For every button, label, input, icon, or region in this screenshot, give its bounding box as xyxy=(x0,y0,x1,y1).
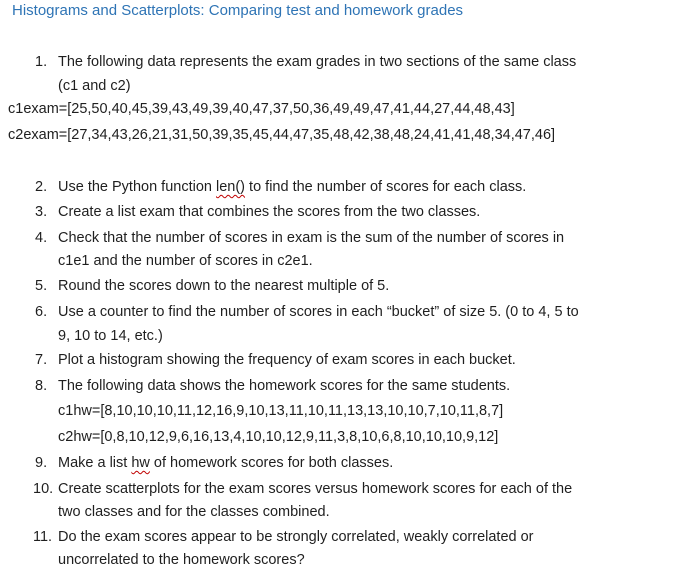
item-10-number: 10. xyxy=(33,481,54,497)
item-6-number: 6. xyxy=(35,304,48,320)
item-5-line-1: Round the scores down to the nearest multiple of 5. xyxy=(58,278,390,294)
item-4-line-1: Check that the number of scores in exam is the sum of the number of scores in xyxy=(58,230,565,246)
item-7-line-1: Plot a histogram showing the frequency of exam scores in each bucket. xyxy=(58,352,516,368)
item-3-line-1: Create a list exam that combines the scores from the two classes. xyxy=(58,204,481,220)
item-9-text-b: of homework scores for both classes. xyxy=(149,455,394,471)
item-2-code-len: len() xyxy=(216,179,246,195)
item-11-line-1: Do the exam scores appear to be strongly correlated, weakly correlated or xyxy=(58,529,534,545)
item-10-line-2: two classes and for the classes combined. xyxy=(58,504,330,520)
item-2-number: 2. xyxy=(35,179,48,195)
item-7-number: 7. xyxy=(35,352,48,368)
c2exam-data: c2exam=[27,34,43,26,21,31,50,39,35,45,44,47,35,48,42,38,48,24,41,41,48,34,47,46] xyxy=(8,127,556,143)
item-3-number: 3. xyxy=(35,204,48,220)
item-5-number: 5. xyxy=(35,278,48,294)
item-9-number: 9. xyxy=(35,455,48,471)
item-6-line-2: 9, 10 to 14, etc.) xyxy=(58,328,163,344)
item-4-number: 4. xyxy=(35,230,48,246)
c1exam-data: c1exam=[25,50,40,45,39,43,49,39,40,47,37,50,36,49,49,47,41,44,27,44,48,43] xyxy=(8,101,515,117)
item-8-line-1: The following data shows the homework scores for the same students. xyxy=(58,378,511,394)
item-9-text-a: Make a list xyxy=(58,455,132,471)
item-8-number: 8. xyxy=(35,378,48,394)
item-2-text xyxy=(58,178,526,196)
item-2-text-b: to find the number of scores for each class. xyxy=(245,179,527,195)
item-1-number: 1. xyxy=(35,54,48,70)
item-6-line-1: Use a counter to find the number of scores in each “bucket” of size 5. (0 to 4, 5 to xyxy=(58,304,579,320)
page-title: Histograms and Scatterplots: Comparing test and homework grades xyxy=(12,2,464,19)
item-9-code-hw: hw xyxy=(131,455,150,471)
item-11-number: 11. xyxy=(33,529,53,545)
item-2-text-a: Use the Python function xyxy=(58,179,216,195)
c1hw-data: c1hw=[8,10,10,10,11,12,16,9,10,13,11,10,11,13,13,10,10,7,10,11,8,7] xyxy=(58,403,504,419)
item-1-line-2: (c1 and c2) xyxy=(58,78,131,94)
item-10-line-1: Create scatterplots for the exam scores versus homework scores for each of the xyxy=(58,481,573,497)
item-11-line-2: uncorrelated to the homework scores? xyxy=(58,552,305,568)
item-9-text xyxy=(58,454,393,472)
c2hw-data: c2hw=[0,8,10,12,9,6,16,13,4,10,10,12,9,11,3,8,10,6,8,10,10,10,9,12] xyxy=(58,429,499,445)
item-1-line-1: The following data represents the exam grades in two sections of the same class xyxy=(58,54,577,70)
item-4-line-2: c1e1 and the number of scores in c2e1. xyxy=(58,253,313,269)
